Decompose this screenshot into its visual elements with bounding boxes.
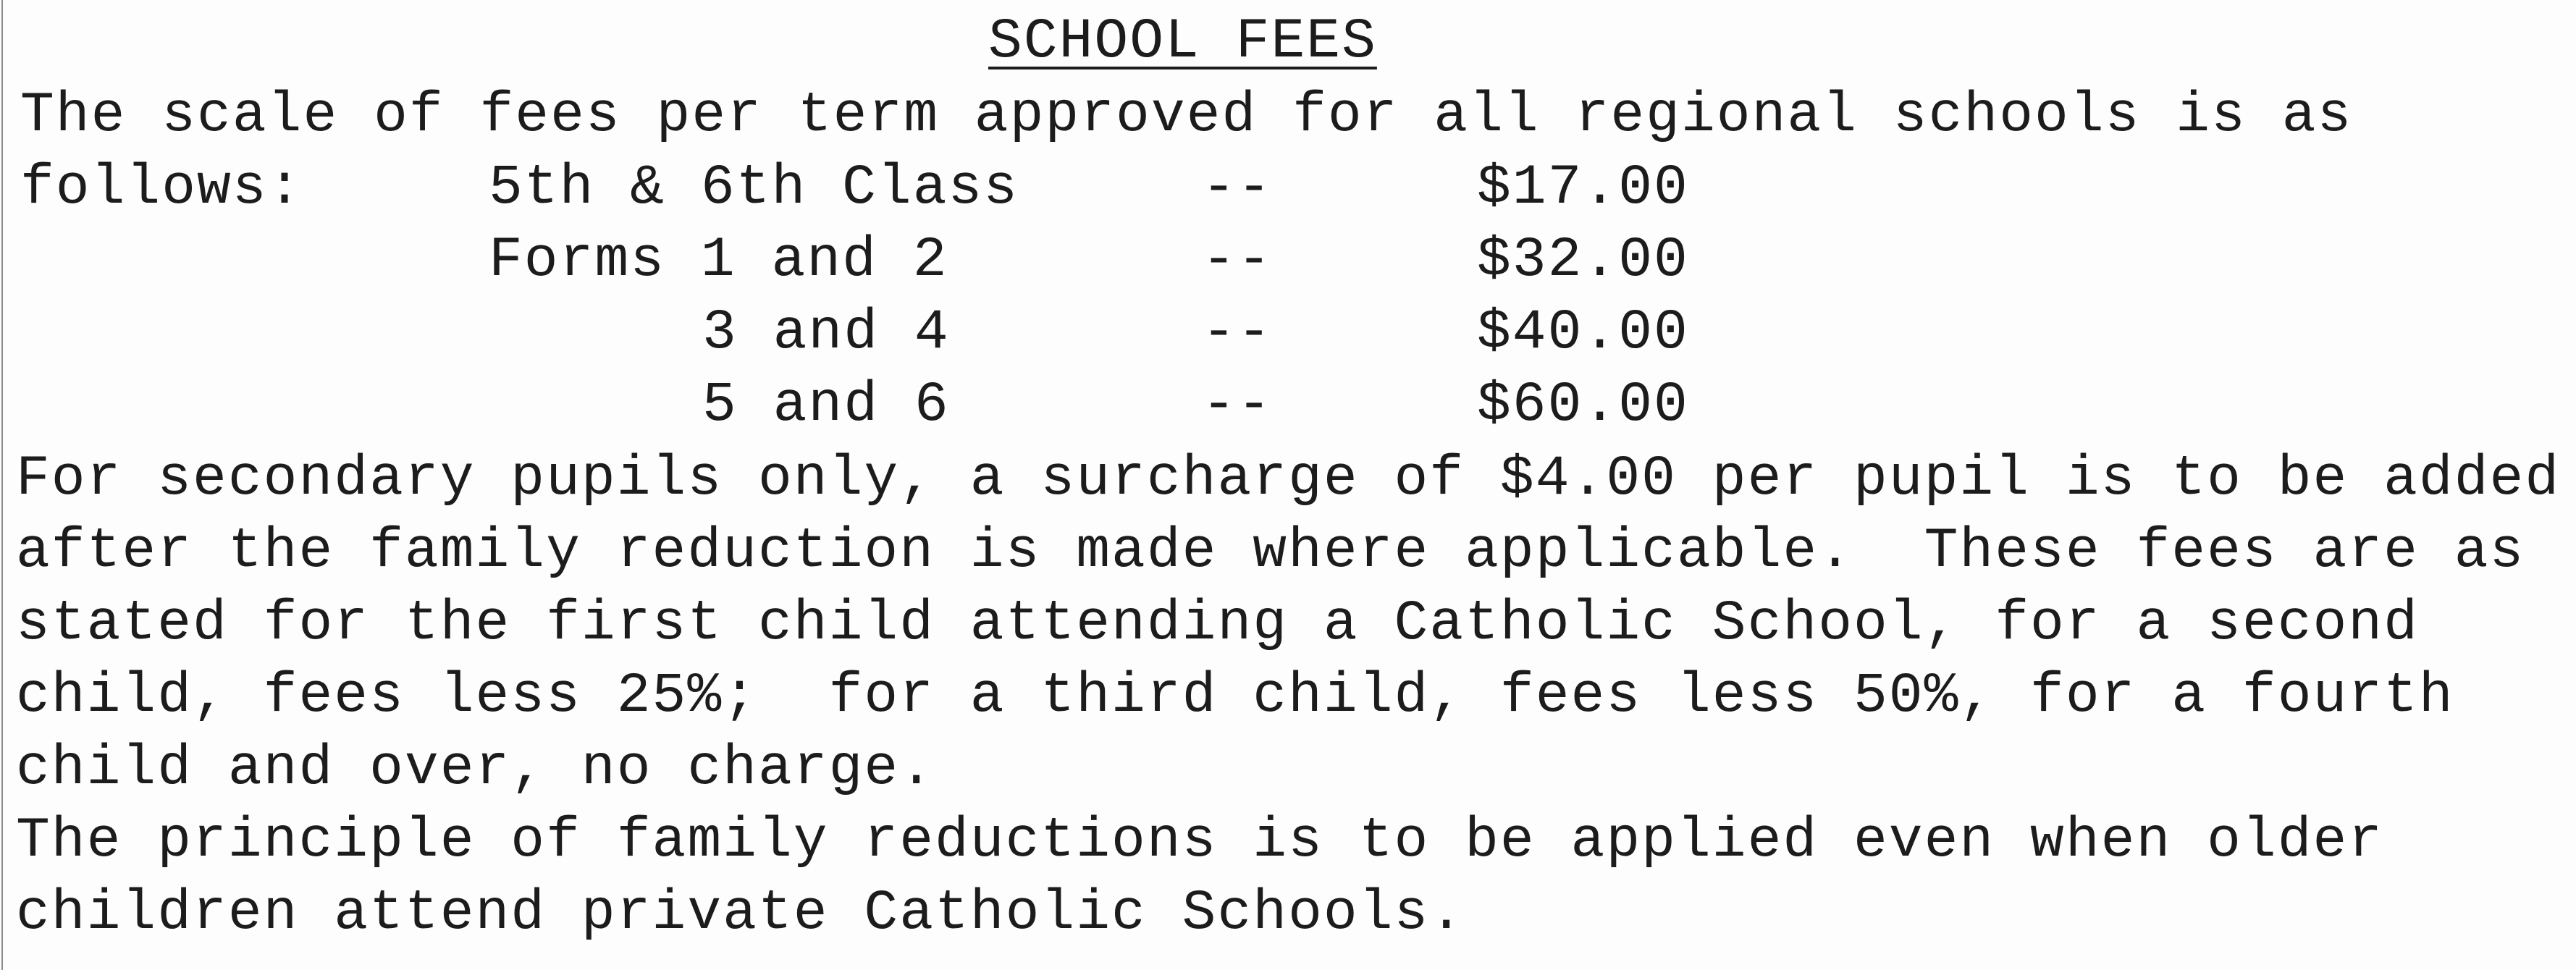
fee-amount: $17.00 [1477, 156, 1689, 220]
page-left-edge [1, 0, 3, 970]
document-title: SCHOOL FEES [988, 10, 1377, 74]
intro-line-1: The scale of fees per term approved for all regional schools is as [20, 84, 2353, 148]
fee-label: 5th & 6th Class [489, 156, 1019, 220]
paragraph-line: For secondary pupils only, a surcharge of $4.00 per pupil is to be added [16, 447, 2561, 511]
paragraph-line: children attend private Catholic Schools. [16, 882, 1465, 945]
fee-dash: -- [1202, 156, 1273, 220]
intro-line-2: follows: [20, 156, 303, 220]
paragraph-line: after the family reduction is made where applicable. These fees are as [16, 520, 2525, 583]
fee-label: 5 and 6 [702, 374, 950, 437]
fee-amount: $60.00 [1477, 374, 1689, 437]
paragraph-line: child, fees less 25%; for a third child, fees less 50%, for a fourth [16, 665, 2454, 728]
fee-dash: -- [1202, 374, 1273, 437]
fee-label: 3 and 4 [702, 301, 950, 365]
paragraph-line: The principle of family reductions is to be applied even when older [16, 809, 2384, 873]
fee-label: Forms 1 and 2 [489, 229, 948, 292]
paragraph-line: child and over, no charge. [16, 737, 935, 801]
fee-dash: -- [1202, 229, 1273, 292]
fee-amount: $32.00 [1477, 229, 1689, 292]
fee-dash: -- [1202, 301, 1273, 365]
paragraph-line: stated for the first child attending a Catholic School, for a second [16, 592, 2419, 656]
fee-amount: $40.00 [1477, 301, 1689, 365]
